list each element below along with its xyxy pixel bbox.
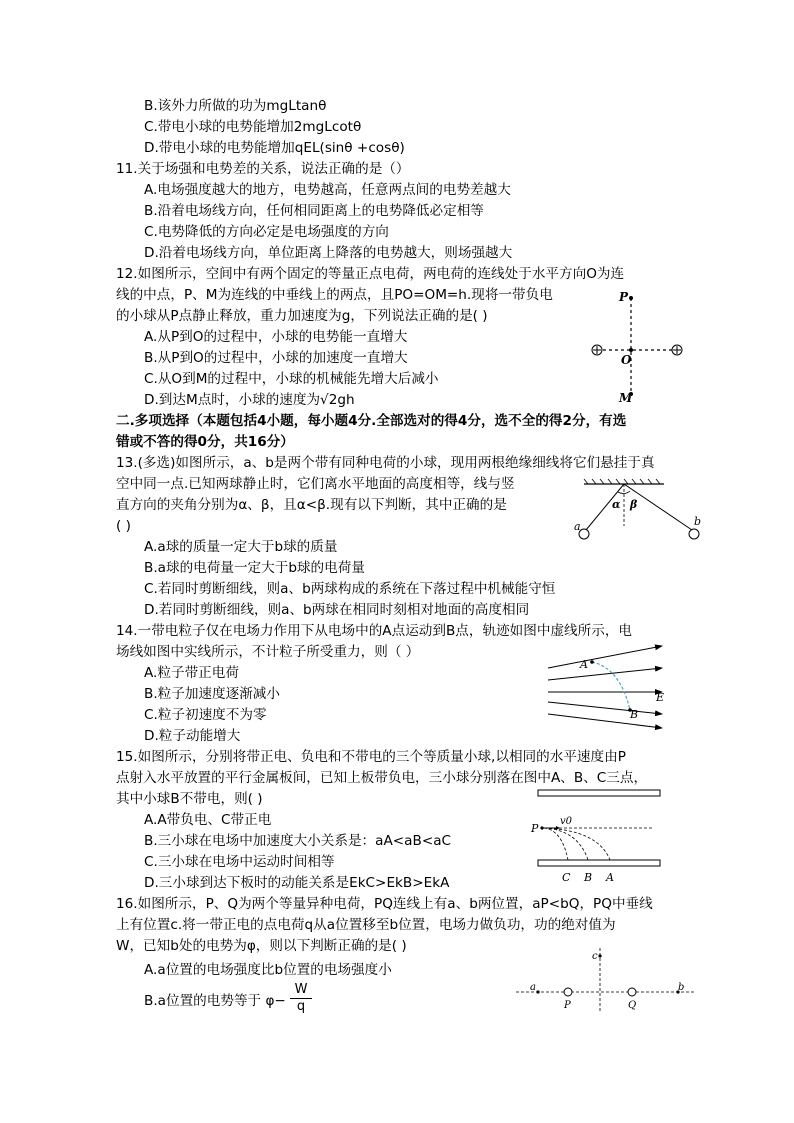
q12-option-c: C.从O到M的过程中，小球的机械能先增大后减小	[144, 371, 439, 387]
fraction-denominator: q	[296, 999, 306, 1014]
q11-option-c: C.电势降低的方向必定是电场强度的方向	[144, 224, 389, 240]
q13-option-d: D.若同时剪断细线，则a、b两球在相同时刻相对地面的高度相同	[144, 602, 530, 618]
q12-stem-line2: 线的中点，P、M为连线的中垂线上的两点，且PO=OM=h.现将一带负电	[116, 287, 553, 303]
q15-stem-line1: 15.如图所示，分别将带正电、负电和不带电的三个等质量小球,以相同的水平速度由P	[116, 749, 626, 765]
q15-option-a: A.A带负电、C带正电	[144, 812, 272, 828]
figure-q12-charges	[585, 284, 695, 406]
q13-option-a: A.a球的质量一定大于b球的质量	[144, 539, 338, 555]
q13-stem-line4: ( )	[116, 518, 131, 534]
charge-p	[564, 988, 572, 996]
label-alpha: α	[612, 498, 621, 511]
q12-stem-line1: 12.如图所示，空间中有两个固定的等量正点电荷，两电荷的连线处于水平方向O为连	[116, 266, 625, 282]
q14-option-c: C.粒子初速度不为零	[144, 707, 267, 723]
fraction-numerator: W	[290, 982, 312, 999]
section2-heading-line1: 二.多项选择（本题包括4小题，每小题4分.全部选对的得4分，选不全的得2分，有选	[116, 413, 627, 429]
label-a: A	[606, 871, 614, 884]
figure-q16-dipole	[510, 944, 696, 1016]
q13-option-c: C.若同时剪断细线，则a、b两球构成的系统在下落过程中机械能守恒	[144, 581, 556, 597]
q14-option-b: B.粒子加速度逐渐减小	[144, 686, 280, 702]
upper-plate	[538, 790, 660, 796]
label-c: c	[592, 951, 598, 962]
label-a: a	[530, 982, 536, 993]
label-b: B	[584, 871, 593, 884]
label-m: M	[619, 391, 633, 405]
figure-q14-field-lines	[544, 638, 672, 730]
label-c: C	[562, 871, 571, 884]
q14-stem-line2: 场线如图中实线所示，不计粒子所受重力，则（ ）	[116, 644, 420, 660]
q16-option-b: B.a位置的电势等于 φ−	[144, 993, 286, 1009]
q12-option-b: B.从P到O的过程中，小球的加速度一直增大	[144, 350, 408, 366]
fraction-w-over-q	[290, 982, 312, 1015]
q16-stem-line1: 16.如图所示，P、Q为两个等量异种电荷，PQ连线上有a、b两位置，aP<bQ，PQ中垂线	[116, 896, 653, 912]
q10-option-d: D.带电小球的电势能增加qEL(sinθ +cosθ)	[144, 140, 405, 156]
q16-stem-line2: 上有位置c.将一带正电的点电荷q从a位置移至b位置，电场力做负功，功的绝对值为	[116, 917, 616, 933]
q14-stem-line1: 14.一带电粒子仅在电场力作用下从电场中的A点运动到B点，轨迹如图中虚线所示，电	[116, 623, 633, 639]
positive-charge-left	[592, 345, 602, 355]
q13-stem-line2: 空中同一点.已知两球静止时，它们离水平地面的高度相等，线与竖	[116, 476, 515, 492]
q12-option-d: D.到达M点时，小球的速度为√2gh	[144, 392, 355, 408]
q13-stem-line1: 13.(多选)如图所示，a、b是两个带有同种电荷的小球，现用两根绝缘细线将它们悬挂于真	[116, 455, 655, 471]
label-o: O	[621, 353, 632, 367]
q11-option-b: B.沿着电场线方向，任何相同距离上的电势降低必定相等	[144, 203, 484, 219]
label-p: P	[564, 1000, 571, 1011]
q10-option-b: B.该外力所做的功为mgLtanθ	[144, 98, 327, 114]
q14-option-a: A.粒子带正电荷	[144, 665, 239, 681]
label-b: b	[694, 515, 702, 528]
q15-option-b: B.三小球在电场中加速度大小关系是：aA<aB<aC	[144, 833, 452, 849]
label-a: A	[580, 658, 588, 671]
label-beta: β	[630, 498, 638, 511]
label-b: b	[678, 982, 685, 993]
q16-option-a: A.a位置的电场强度比b位置的电场强度小	[144, 962, 392, 978]
q15-option-c: C.三小球在电场中运动时间相等	[144, 854, 335, 870]
ball-b	[689, 529, 699, 539]
q14-option-d: D.粒子动能增大	[144, 728, 241, 744]
q11-option-d: D.沿着电场线方向，单位距离上降落的电势越大，则场强越大	[144, 245, 513, 261]
q15-option-d: D.三小球到达下板时的动能关系是EkC>EkB>EkA	[144, 875, 450, 891]
q10-option-c: C.带电小球的电势能增加2mgLcotθ	[144, 119, 362, 135]
label-v0: v0	[560, 816, 573, 827]
q13-stem-line3: 直方向的夹角分别为α、β，且α<β.现有以下判断，其中正确的是	[116, 497, 507, 513]
q15-stem-line2: 点射入水平放置的平行金属板间，已知上板带负电，三小球分别落在图中A、B、C三点，	[116, 770, 648, 786]
q12-option-a: A.从P到O的过程中，小球的电势能一直增大	[144, 329, 408, 345]
q11-stem: 11.关于场强和电势差的关系，说法正确的是（）	[116, 161, 410, 177]
q16-stem-line3: W，已知b处的电势为φ，则以下判断正确的是( )	[116, 938, 407, 954]
label-a: a	[574, 520, 581, 533]
q12-stem-line3: 的小球从P点静止释放，重力加速度为g，下列说法正确的是( )	[116, 308, 488, 324]
q15-stem-line3: 其中小球B不带电，则( )	[116, 791, 263, 807]
label-e: E	[656, 691, 665, 704]
figure-q13-suspended-balls	[572, 476, 712, 548]
figure-q15-parallel-plates	[528, 786, 668, 886]
section2-heading-line2: 错或不答的得0分，共16分）	[116, 434, 294, 450]
charge-q	[628, 988, 636, 996]
positive-charge-right	[672, 345, 682, 355]
label-q: Q	[628, 1000, 637, 1011]
label-b: B	[630, 708, 639, 721]
q13-option-b: B.a球的电荷量一定大于b球的电荷量	[144, 560, 365, 576]
label-p: P	[531, 822, 539, 835]
label-p: P	[619, 290, 629, 304]
lower-plate	[538, 860, 660, 866]
q11-option-a: A.电场强度越大的地方，电势越高，任意两点间的电势差越大	[144, 182, 511, 198]
